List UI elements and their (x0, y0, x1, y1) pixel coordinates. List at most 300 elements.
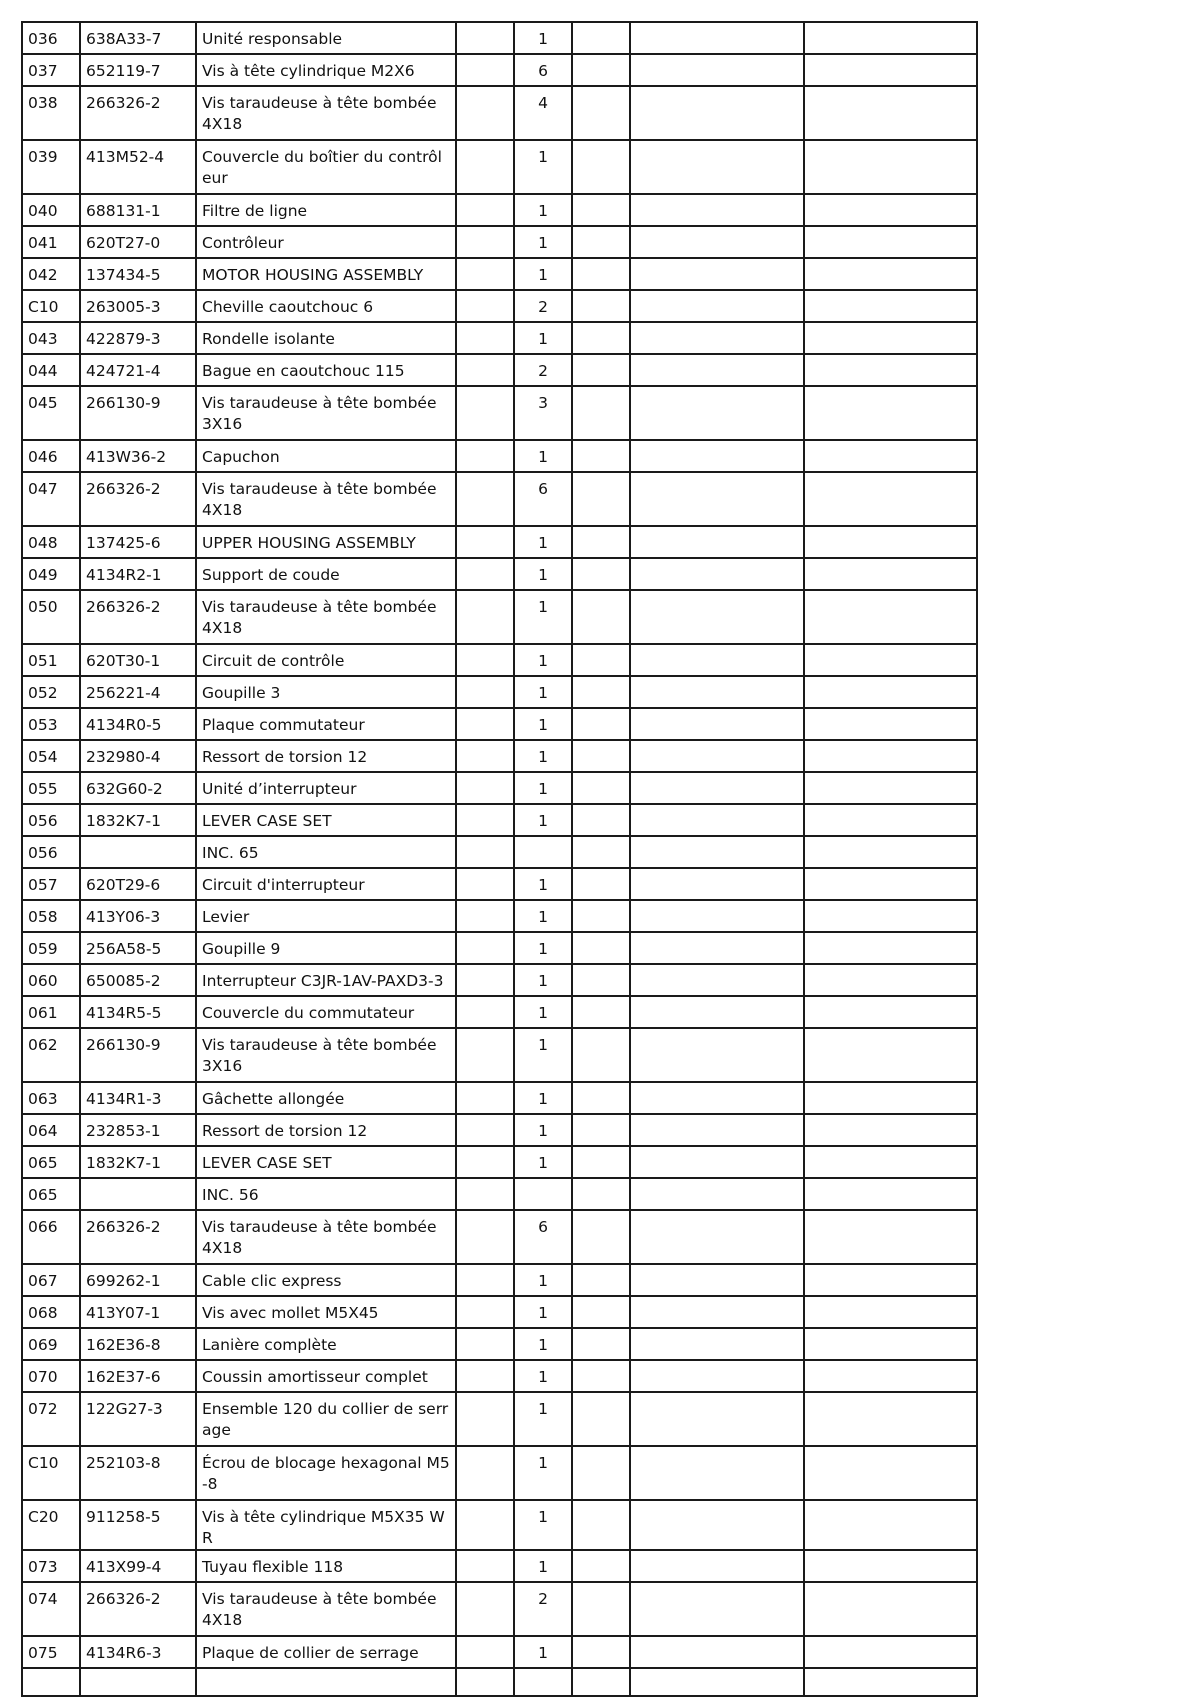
description-cell: Vis taraudeuse à tête bombée 3X16 (196, 1028, 456, 1082)
empty-cell (630, 1446, 804, 1500)
empty-cell (630, 258, 804, 290)
item-number-cell: 039 (22, 140, 80, 194)
empty-cell (572, 772, 630, 804)
item-number-cell: 075 (22, 1636, 80, 1668)
item-number-cell: 042 (22, 258, 80, 290)
empty-cell (804, 1210, 977, 1264)
description-cell: Cheville caoutchouc 6 (196, 290, 456, 322)
part-number-cell: 252103-8 (80, 1446, 196, 1500)
table-row (22, 86, 977, 140)
table-row (22, 1328, 977, 1360)
empty-cell (572, 676, 630, 708)
item-number-cell: 056 (22, 836, 80, 868)
part-number-cell: 232853-1 (80, 1114, 196, 1146)
empty-cell (456, 1636, 514, 1668)
part-number-cell: 413Y06-3 (80, 900, 196, 932)
empty-cell (804, 558, 977, 590)
empty-cell (804, 644, 977, 676)
part-number-cell: 266326-2 (80, 1210, 196, 1264)
empty-cell (630, 22, 804, 54)
empty-cell (630, 1668, 804, 1696)
item-number-cell: 054 (22, 740, 80, 772)
empty-cell (572, 996, 630, 1028)
quantity-cell (514, 1668, 572, 1696)
description-cell: Vis avec mollet M5X45 (196, 1296, 456, 1328)
empty-cell (804, 804, 977, 836)
quantity-cell: 1 (514, 1550, 572, 1582)
quantity-cell: 1 (514, 322, 572, 354)
empty-cell (572, 86, 630, 140)
item-number-cell (22, 1668, 80, 1696)
empty-cell (456, 440, 514, 472)
empty-cell (630, 526, 804, 558)
empty-cell (804, 386, 977, 440)
item-number-cell: 072 (22, 1392, 80, 1446)
empty-cell (456, 1392, 514, 1446)
part-number-cell (80, 836, 196, 868)
empty-cell (456, 1500, 514, 1550)
empty-cell (572, 1114, 630, 1146)
item-number-cell: 065 (22, 1178, 80, 1210)
description-cell: Plaque de collier de serrage (196, 1636, 456, 1668)
table-row (22, 590, 977, 644)
empty-cell (572, 964, 630, 996)
empty-cell (630, 290, 804, 322)
description-cell: Écrou de blocage hexagonal M5-8 (196, 1446, 456, 1500)
description-cell: Vis à tête cylindrique M2X6 (196, 54, 456, 86)
empty-cell (630, 836, 804, 868)
empty-cell (456, 836, 514, 868)
empty-cell (456, 1328, 514, 1360)
table-row (22, 526, 977, 558)
empty-cell (456, 54, 514, 86)
empty-cell (456, 708, 514, 740)
empty-cell (572, 22, 630, 54)
item-number-cell: 067 (22, 1264, 80, 1296)
item-number-cell: 058 (22, 900, 80, 932)
description-cell: Vis taraudeuse à tête bombée 4X18 (196, 1210, 456, 1264)
description-cell: Gâchette allongée (196, 1082, 456, 1114)
empty-cell (804, 22, 977, 54)
description-cell: Vis taraudeuse à tête bombée 4X18 (196, 1582, 456, 1636)
table-row (22, 1500, 977, 1550)
description-cell: Vis taraudeuse à tête bombée 3X16 (196, 386, 456, 440)
empty-cell (804, 964, 977, 996)
item-number-cell: 050 (22, 590, 80, 644)
description-cell: Unité responsable (196, 22, 456, 54)
empty-cell (572, 868, 630, 900)
empty-cell (630, 1360, 804, 1392)
item-number-cell: 038 (22, 86, 80, 140)
table-row (22, 140, 977, 194)
table-row (22, 226, 977, 258)
table-row (22, 22, 977, 54)
quantity-cell: 1 (514, 1296, 572, 1328)
empty-cell (456, 1114, 514, 1146)
part-number-cell: 266326-2 (80, 590, 196, 644)
item-number-cell: C10 (22, 1446, 80, 1500)
item-number-cell: 056 (22, 804, 80, 836)
empty-cell (804, 322, 977, 354)
empty-cell (572, 258, 630, 290)
quantity-cell: 1 (514, 1082, 572, 1114)
table-row (22, 472, 977, 526)
part-number-cell: 4134R5-5 (80, 996, 196, 1028)
empty-cell (572, 472, 630, 526)
empty-cell (456, 1146, 514, 1178)
quantity-cell (514, 836, 572, 868)
quantity-cell: 1 (514, 772, 572, 804)
empty-cell (630, 1146, 804, 1178)
item-number-cell: 036 (22, 22, 80, 54)
empty-cell (456, 290, 514, 322)
description-cell: UPPER HOUSING ASSEMBLY (196, 526, 456, 558)
empty-cell (572, 1210, 630, 1264)
table-row (22, 1360, 977, 1392)
empty-cell (572, 322, 630, 354)
empty-cell (456, 1210, 514, 1264)
empty-cell (572, 836, 630, 868)
quantity-cell: 1 (514, 900, 572, 932)
empty-cell (804, 932, 977, 964)
empty-cell (804, 258, 977, 290)
description-cell: Support de coude (196, 558, 456, 590)
empty-cell (804, 1328, 977, 1360)
item-number-cell: 045 (22, 386, 80, 440)
quantity-cell: 3 (514, 386, 572, 440)
empty-cell (630, 140, 804, 194)
item-number-cell: 066 (22, 1210, 80, 1264)
empty-cell (456, 644, 514, 676)
empty-cell (804, 1146, 977, 1178)
empty-cell (572, 1550, 630, 1582)
empty-cell (456, 964, 514, 996)
description-cell: Lanière complète (196, 1328, 456, 1360)
table-row (22, 676, 977, 708)
part-number-cell: 620T29-6 (80, 868, 196, 900)
empty-cell (572, 932, 630, 964)
description-cell: Coussin amortisseur complet (196, 1360, 456, 1392)
table-row (22, 964, 977, 996)
empty-cell (630, 386, 804, 440)
part-number-cell: 266326-2 (80, 472, 196, 526)
quantity-cell: 1 (514, 868, 572, 900)
empty-cell (456, 676, 514, 708)
empty-cell (456, 22, 514, 54)
description-cell: Contrôleur (196, 226, 456, 258)
item-number-cell: 070 (22, 1360, 80, 1392)
empty-cell (630, 54, 804, 86)
empty-cell (630, 1178, 804, 1210)
part-number-cell: 620T30-1 (80, 644, 196, 676)
empty-cell (572, 590, 630, 644)
parts-list-table (21, 21, 978, 1697)
empty-cell (456, 1296, 514, 1328)
quantity-cell: 1 (514, 932, 572, 964)
item-number-cell: 065 (22, 1146, 80, 1178)
empty-cell (804, 1360, 977, 1392)
table-row (22, 772, 977, 804)
item-number-cell: 052 (22, 676, 80, 708)
quantity-cell: 1 (514, 1328, 572, 1360)
empty-cell (456, 322, 514, 354)
empty-cell (630, 1500, 804, 1550)
empty-cell (804, 1028, 977, 1082)
empty-cell (804, 226, 977, 258)
empty-cell (804, 676, 977, 708)
empty-cell (456, 590, 514, 644)
part-number-cell: 232980-4 (80, 740, 196, 772)
empty-cell (804, 1550, 977, 1582)
description-cell: Circuit d'interrupteur (196, 868, 456, 900)
item-number-cell: 068 (22, 1296, 80, 1328)
empty-cell (572, 644, 630, 676)
empty-cell (804, 526, 977, 558)
table-row (22, 708, 977, 740)
empty-cell (456, 740, 514, 772)
empty-cell (804, 900, 977, 932)
item-number-cell: 073 (22, 1550, 80, 1582)
empty-cell (804, 472, 977, 526)
description-cell: LEVER CASE SET (196, 1146, 456, 1178)
table-row (22, 836, 977, 868)
part-number-cell: 266326-2 (80, 86, 196, 140)
item-number-cell: C10 (22, 290, 80, 322)
empty-cell (572, 1582, 630, 1636)
table-row (22, 932, 977, 964)
empty-cell (456, 804, 514, 836)
empty-cell (572, 1264, 630, 1296)
description-cell: Vis à tête cylindrique M5X35 WR (196, 1500, 456, 1550)
empty-cell (572, 226, 630, 258)
parts-list-body (22, 22, 977, 1696)
item-number-cell: 040 (22, 194, 80, 226)
table-row (22, 1114, 977, 1146)
empty-cell (804, 1082, 977, 1114)
item-number-cell: 060 (22, 964, 80, 996)
empty-cell (456, 1550, 514, 1582)
part-number-cell: 263005-3 (80, 290, 196, 322)
part-number-cell: 1832K7-1 (80, 804, 196, 836)
quantity-cell: 1 (514, 1636, 572, 1668)
empty-cell (804, 1582, 977, 1636)
empty-cell (630, 194, 804, 226)
quantity-cell: 1 (514, 804, 572, 836)
empty-cell (572, 526, 630, 558)
empty-cell (572, 1360, 630, 1392)
item-number-cell: 062 (22, 1028, 80, 1082)
empty-cell (572, 386, 630, 440)
item-number-cell: 063 (22, 1082, 80, 1114)
empty-cell (630, 1082, 804, 1114)
part-number-cell: 256221-4 (80, 676, 196, 708)
empty-cell (572, 1082, 630, 1114)
item-number-cell: 048 (22, 526, 80, 558)
empty-cell (572, 1146, 630, 1178)
part-number-cell: 699262-1 (80, 1264, 196, 1296)
item-number-cell: 044 (22, 354, 80, 386)
table-row (22, 1264, 977, 1296)
empty-cell (456, 900, 514, 932)
empty-cell (456, 558, 514, 590)
item-number-cell: 051 (22, 644, 80, 676)
item-number-cell: 061 (22, 996, 80, 1028)
empty-cell (804, 1636, 977, 1668)
description-cell: Goupille 3 (196, 676, 456, 708)
description-cell: Levier (196, 900, 456, 932)
part-number-cell: 162E37-6 (80, 1360, 196, 1392)
part-number-cell (80, 1178, 196, 1210)
empty-cell (630, 86, 804, 140)
quantity-cell: 1 (514, 644, 572, 676)
empty-cell (572, 740, 630, 772)
empty-cell (630, 590, 804, 644)
empty-cell (804, 1178, 977, 1210)
empty-cell (804, 772, 977, 804)
description-cell: Vis taraudeuse à tête bombée 4X18 (196, 472, 456, 526)
quantity-cell: 1 (514, 1500, 572, 1550)
empty-cell (572, 1178, 630, 1210)
description-cell: Cable clic express (196, 1264, 456, 1296)
empty-cell (630, 900, 804, 932)
empty-cell (630, 740, 804, 772)
quantity-cell: 1 (514, 1114, 572, 1146)
part-number-cell: 162E36-8 (80, 1328, 196, 1360)
part-number-cell: 413X99-4 (80, 1550, 196, 1582)
description-cell: Interrupteur C3JR-1AV-PAXD3-3 (196, 964, 456, 996)
empty-cell (804, 440, 977, 472)
quantity-cell (514, 1178, 572, 1210)
part-number-cell: 266326-2 (80, 1582, 196, 1636)
quantity-cell: 1 (514, 1264, 572, 1296)
empty-cell (572, 194, 630, 226)
empty-cell (804, 1392, 977, 1446)
empty-cell (630, 676, 804, 708)
item-number-cell: 047 (22, 472, 80, 526)
description-cell: Bague en caoutchouc 115 (196, 354, 456, 386)
table-row (22, 1636, 977, 1668)
empty-cell (804, 140, 977, 194)
table-row (22, 804, 977, 836)
empty-cell (572, 900, 630, 932)
table-row (22, 194, 977, 226)
empty-cell (804, 1446, 977, 1500)
empty-cell (456, 258, 514, 290)
item-number-cell: 037 (22, 54, 80, 86)
empty-cell (456, 1082, 514, 1114)
quantity-cell: 1 (514, 1446, 572, 1500)
table-row (22, 1146, 977, 1178)
description-cell: Ressort de torsion 12 (196, 1114, 456, 1146)
table-row (22, 996, 977, 1028)
quantity-cell: 1 (514, 1028, 572, 1082)
empty-cell (804, 836, 977, 868)
description-cell: Goupille 9 (196, 932, 456, 964)
quantity-cell: 1 (514, 676, 572, 708)
empty-cell (804, 708, 977, 740)
item-number-cell: C20 (22, 1500, 80, 1550)
empty-cell (572, 558, 630, 590)
part-number-cell: 911258-5 (80, 1500, 196, 1550)
quantity-cell: 2 (514, 290, 572, 322)
empty-cell (804, 1668, 977, 1696)
empty-cell (456, 472, 514, 526)
description-cell: Unité d’interrupteur (196, 772, 456, 804)
part-number-cell: 650085-2 (80, 964, 196, 996)
empty-cell (572, 1296, 630, 1328)
empty-cell (804, 194, 977, 226)
empty-cell (456, 1446, 514, 1500)
table-row (22, 1082, 977, 1114)
empty-cell (630, 354, 804, 386)
empty-cell (572, 354, 630, 386)
empty-cell (804, 1500, 977, 1550)
empty-cell (804, 1114, 977, 1146)
empty-cell (630, 1264, 804, 1296)
empty-cell (630, 226, 804, 258)
empty-cell (456, 1582, 514, 1636)
table-row (22, 868, 977, 900)
empty-cell (456, 354, 514, 386)
empty-cell (456, 932, 514, 964)
description-cell (196, 1668, 456, 1696)
empty-cell (804, 354, 977, 386)
empty-cell (572, 1392, 630, 1446)
empty-cell (456, 1360, 514, 1392)
empty-cell (804, 996, 977, 1028)
part-number-cell: 688131-1 (80, 194, 196, 226)
empty-cell (630, 1328, 804, 1360)
empty-cell (456, 526, 514, 558)
empty-cell (572, 440, 630, 472)
empty-cell (630, 708, 804, 740)
part-number-cell: 413Y07-1 (80, 1296, 196, 1328)
quantity-cell: 6 (514, 54, 572, 86)
quantity-cell: 1 (514, 1360, 572, 1392)
empty-cell (456, 86, 514, 140)
quantity-cell: 1 (514, 964, 572, 996)
table-row (22, 440, 977, 472)
quantity-cell: 1 (514, 258, 572, 290)
description-cell: LEVER CASE SET (196, 804, 456, 836)
empty-cell (572, 54, 630, 86)
empty-cell (572, 290, 630, 322)
empty-cell (630, 932, 804, 964)
table-row (22, 900, 977, 932)
empty-cell (804, 86, 977, 140)
item-number-cell: 059 (22, 932, 80, 964)
empty-cell (630, 322, 804, 354)
description-cell: Tuyau flexible 118 (196, 1550, 456, 1582)
empty-cell (804, 590, 977, 644)
empty-cell (630, 644, 804, 676)
empty-cell (804, 1264, 977, 1296)
empty-cell (630, 1210, 804, 1264)
table-row (22, 1296, 977, 1328)
quantity-cell: 4 (514, 86, 572, 140)
empty-cell (572, 1328, 630, 1360)
empty-cell (804, 54, 977, 86)
empty-cell (456, 1264, 514, 1296)
empty-cell (630, 1550, 804, 1582)
part-number-cell: 122G27-3 (80, 1392, 196, 1446)
description-cell: Circuit de contrôle (196, 644, 456, 676)
empty-cell (630, 558, 804, 590)
empty-cell (630, 1636, 804, 1668)
quantity-cell: 1 (514, 440, 572, 472)
item-number-cell: 074 (22, 1582, 80, 1636)
item-number-cell: 057 (22, 868, 80, 900)
